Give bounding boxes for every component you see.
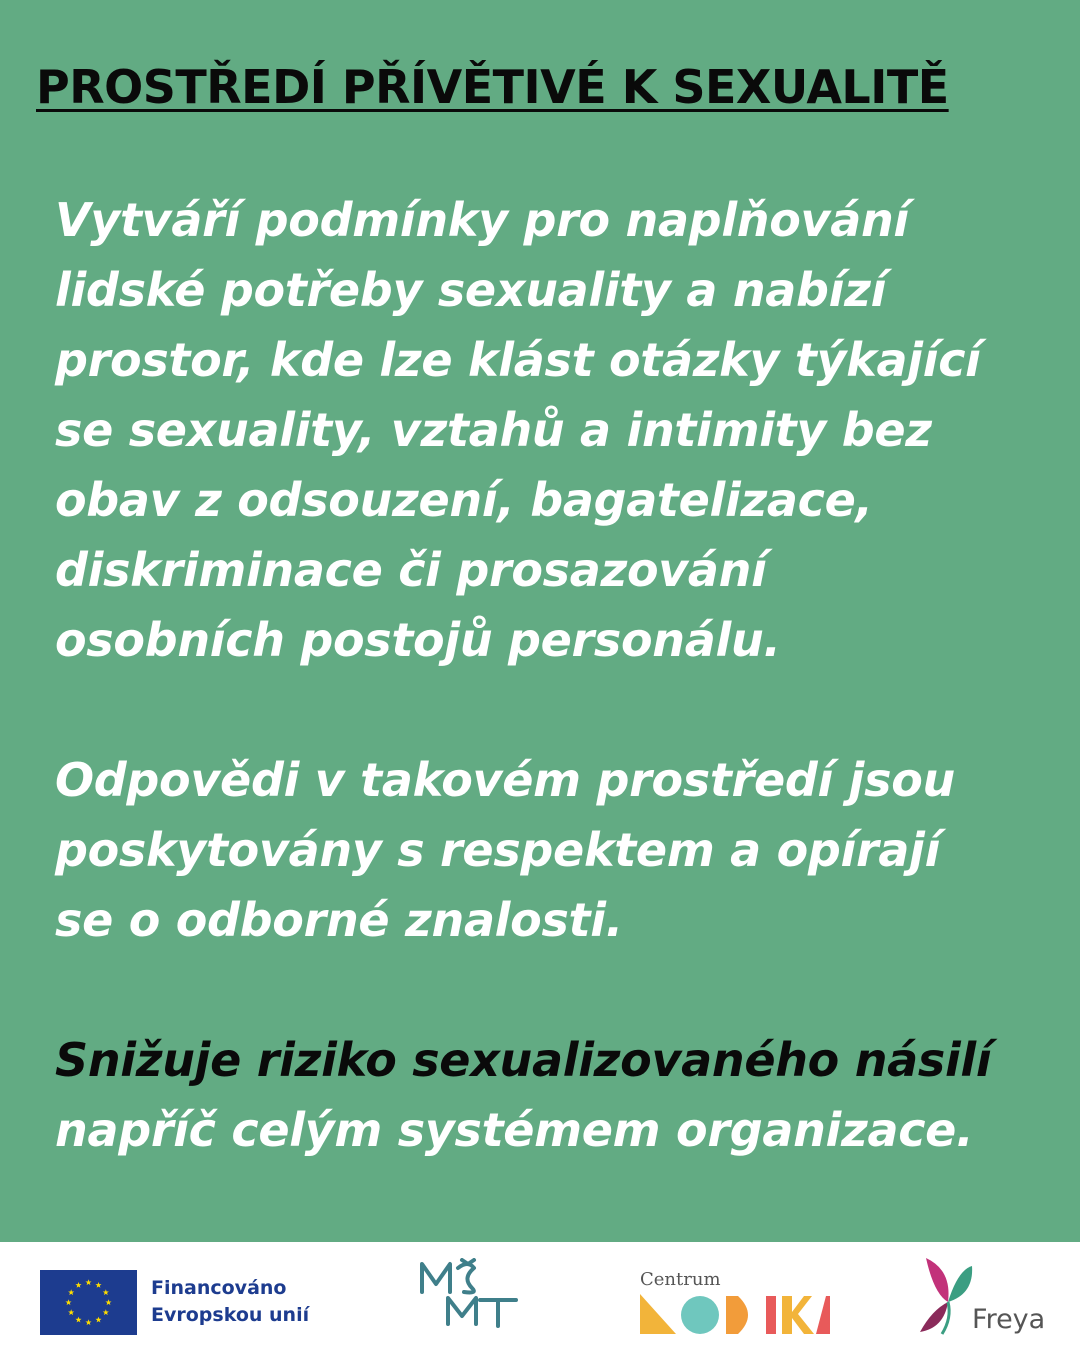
page-title: PROSTŘEDÍ PŘÍVĚTIVÉ K SEXUALITĚ [36, 60, 949, 114]
paragraph-1-line: lidské potřeby sexuality a nabízí [55, 263, 887, 317]
paragraph-1 [55, 185, 1045, 675]
paragraph-3-line: napříč celým systémem organizace. [55, 1103, 974, 1157]
freya-butterfly-icon [918, 1254, 974, 1336]
freya-label: Freya [972, 1304, 1046, 1335]
paragraph-2 [55, 745, 1045, 955]
lodika-logo-icon [640, 1294, 830, 1336]
eu-funding-line: Financováno [151, 1277, 287, 1299]
centrum-label: Centrum [640, 1269, 721, 1290]
paragraph-1-line: obav z odsouzení, bagatelizace, [55, 473, 873, 527]
eu-flag-icon [40, 1270, 137, 1335]
paragraph-1-line: Vytváří podmínky pro naplňování [55, 193, 909, 247]
eu-funding-line: Evropskou unií [151, 1304, 310, 1326]
paragraph-3-emphasis-line: Snižuje riziko sexualizovaného násilí [55, 1033, 992, 1087]
paragraph-2-line: poskytovány s respektem a opírají [55, 823, 941, 877]
paragraph-1-line: se sexuality, vztahů a intimity bez [55, 403, 932, 457]
eu-funding-label [151, 1275, 309, 1329]
sponsor-footer [0, 1242, 1080, 1350]
msmt-logo-icon [418, 1258, 522, 1330]
paragraph-1-line: prostor, kde lze klást otázky týkající [55, 333, 981, 387]
paragraph-1-line: diskriminace či prosazování [55, 543, 767, 597]
paragraph-2-line: se o odborné znalosti. [55, 893, 623, 947]
paragraph-3 [55, 1025, 1045, 1165]
paragraph-2-line: Odpovědi v takovém prostředí jsou [55, 753, 955, 807]
paragraph-1-line: osobních postojů personálu. [55, 613, 781, 667]
